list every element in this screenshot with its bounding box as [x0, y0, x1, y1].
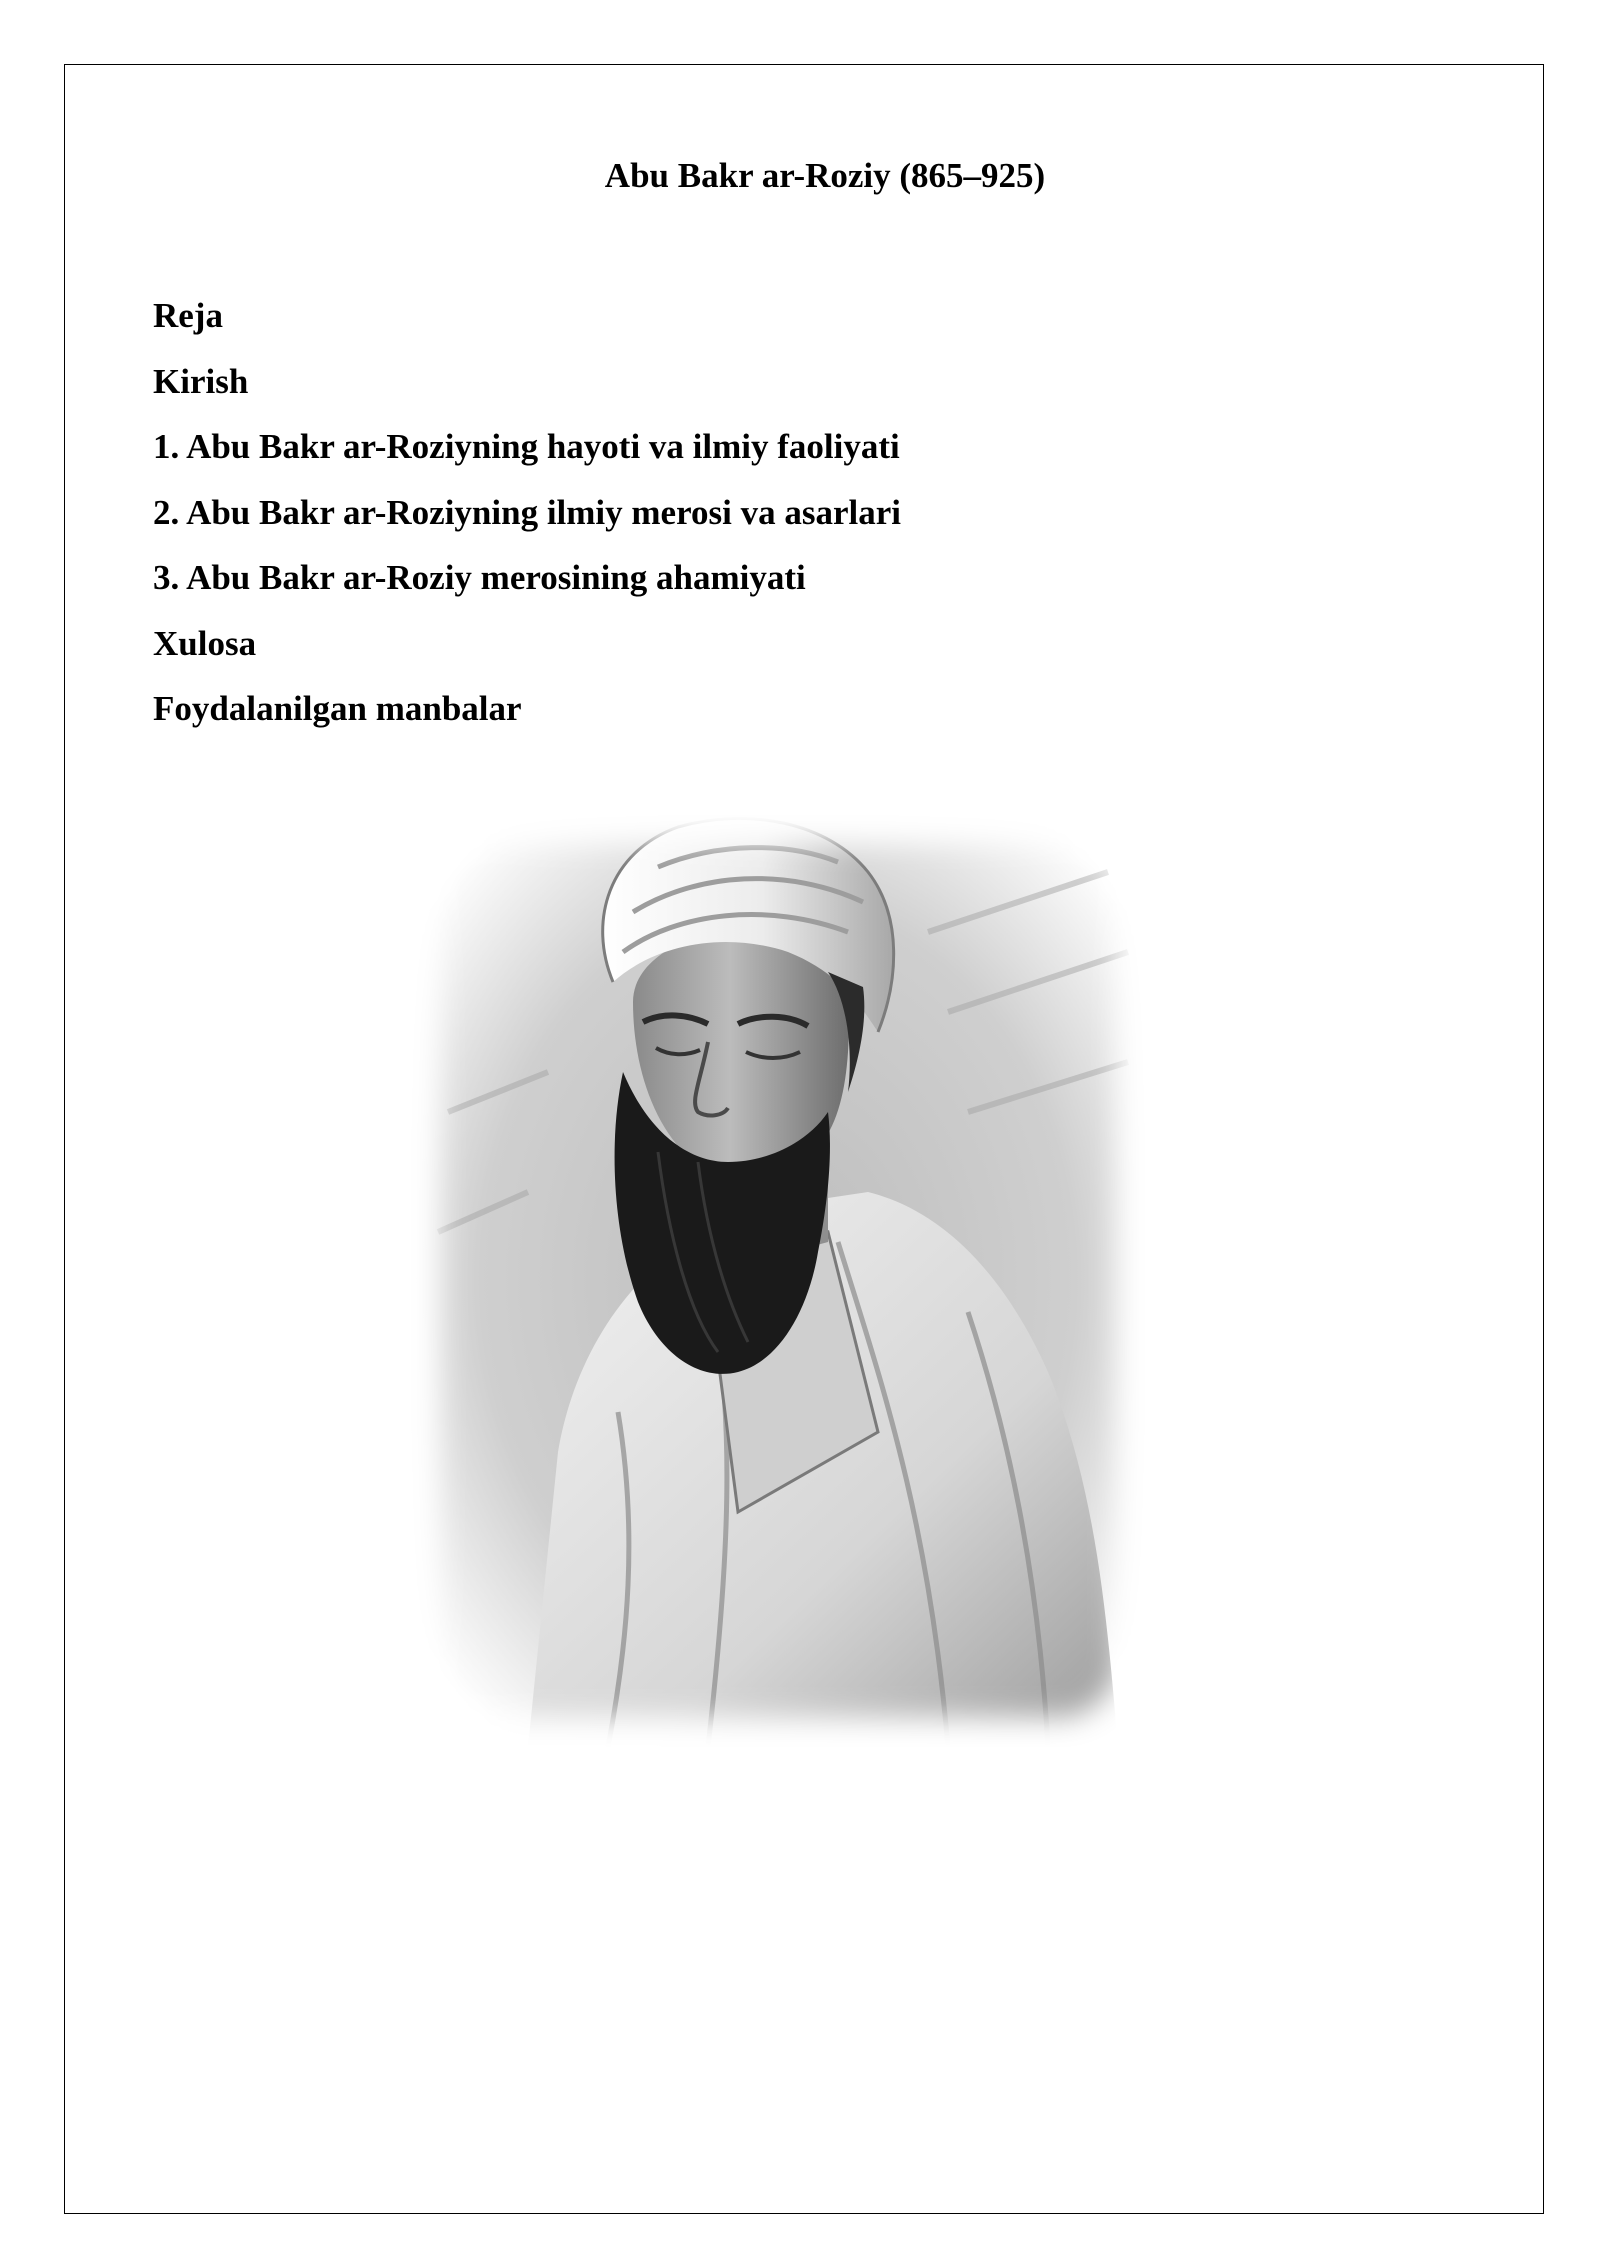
plan-item-1: 1. Abu Bakr ar-Roziyning hayoti va ilmiy faoliyati	[153, 427, 900, 466]
plan-item-conclusion: Xulosa	[153, 623, 257, 663]
plan-item-3: 3. Abu Bakr ar-Roziy merosining ahamiyati	[153, 558, 806, 597]
plan-item-2: 2. Abu Bakr ar-Roziyning ilmiy merosi va asarlari	[153, 492, 901, 532]
plan-item-introduction: Kirish	[153, 361, 249, 401]
portrait-image	[408, 812, 1148, 1747]
plan-list	[153, 283, 901, 742]
plan-heading: Reja	[153, 296, 223, 335]
document-title: Abu Bakr ar-Roziy (865–925)	[604, 156, 1046, 195]
plan-item-references: Foydalanilgan manbalar	[153, 689, 522, 728]
